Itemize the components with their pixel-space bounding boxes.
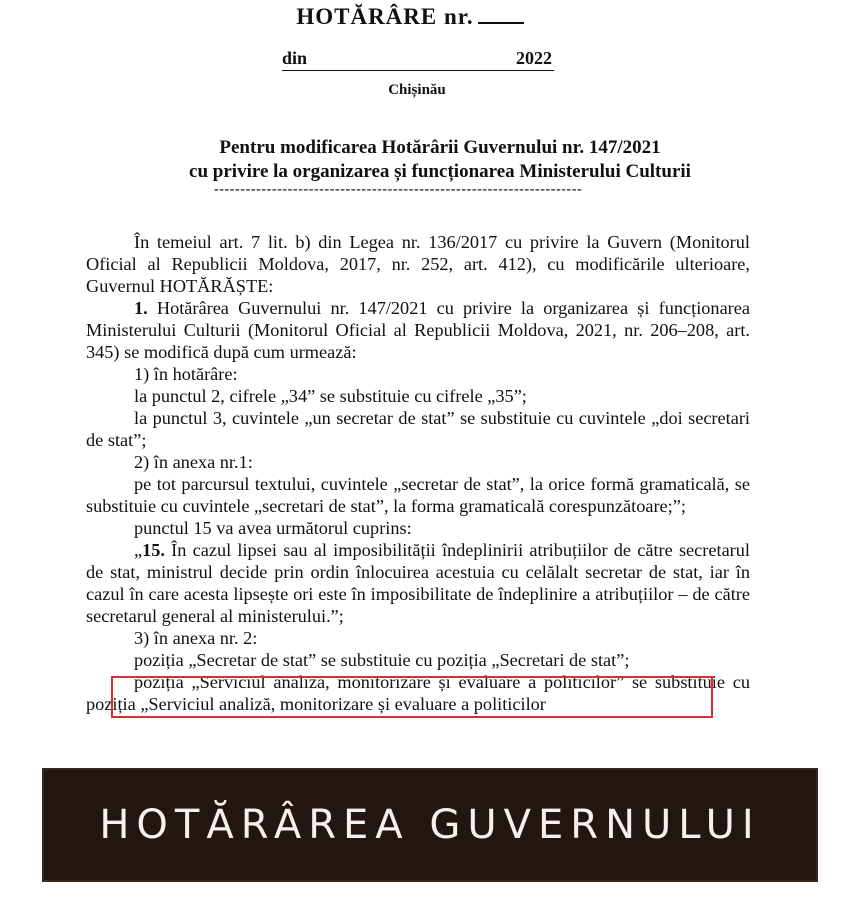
item-1 — [86, 297, 750, 363]
intro-paragraph: În temeiul art. 7 lit. b) din Legea nr. 136/2017 cu privire la Guvern (Monitorul Oficial al Republicii Moldova, 2017, nr. 252, art. 412), cu modificările ulterioare, Guvernul HOTĂRĂȘTE: — [86, 232, 750, 296]
paragraph: punctul 15 va avea următorul cuprins: — [134, 518, 412, 538]
date-year: 2022 — [516, 48, 552, 68]
item-1-text: Hotărârea Guvernului nr. 147/2021 cu privire la organizarea și funcționarea Ministerului Culturii (Monitorul Oficial al Republicii Moldova, 2021, nr. 206–208, art. 345) se modifică după cum urmează: — [86, 298, 750, 362]
paragraph: pe tot parcursul textului, cuvintele „secretar de stat”, la orice formă gramaticală, se substituie cu cuvintele „secretari de stat”, la forma gramaticală corespunzătoare;”; — [86, 474, 750, 516]
item-1-number: 1. — [134, 298, 148, 318]
paragraph: la punctul 3, cuvintele „un secretar de stat” se substituie cu cuvintele „doi secretari de stat”; — [86, 408, 750, 450]
city: Chișinău — [388, 82, 446, 98]
date-prefix: din — [282, 48, 308, 68]
document-body — [86, 231, 750, 715]
separator: ---------------------------------------------------------------------- — [214, 182, 583, 197]
point-15-number: 15. — [142, 540, 165, 560]
paragraph: poziția „Secretar de stat” se substituie cu poziția „Secretari de stat”; — [134, 650, 630, 670]
paragraph: 2) în anexa nr.1: — [134, 452, 253, 472]
paragraph: poziția „Serviciul analiză, monitorizare și evaluare a politicilor” se substituie cu poziția „Serviciul analiză, monitorizare și evaluare a politicilor — [86, 672, 750, 714]
subject-line-2: cu privire la organizarea și funcționarea Ministerului Culturii — [189, 161, 691, 182]
document-title — [0, 4, 820, 30]
point-15-text: În cazul lipsei sau al imposibilității îndeplinirii atribuțiilor de către secretarul de stat, ministrul decide prin ordin înlocuirea acestuia cu celălalt secretar de stat, iar în cazul în care acesta lipsește ori este în imposibilitate de îndeplinire a atribuțiilor – de către secretarul general al ministerului.”; — [86, 540, 750, 626]
quote-open: „ — [134, 540, 143, 560]
subject-line-1: Pentru modificarea Hotărârii Guvernului nr. 147/2021 — [219, 137, 661, 158]
number-blank — [478, 4, 524, 24]
banner — [42, 768, 818, 882]
highlight-box — [111, 676, 713, 718]
date-line — [282, 48, 554, 71]
title-text: HOTĂRÂRE nr. — [296, 4, 474, 29]
subject — [60, 136, 820, 184]
paragraph: la punctul 2, cifrele „34” se substituie cu cifrele „35”; — [134, 386, 527, 406]
banner-text: HOTĂRÂREA GUVERNULUI — [99, 802, 761, 848]
paragraph: 1) în hotărâre: — [134, 364, 238, 384]
paragraph: 3) în anexa nr. 2: — [134, 628, 258, 648]
point-15-paragraph — [86, 539, 750, 627]
